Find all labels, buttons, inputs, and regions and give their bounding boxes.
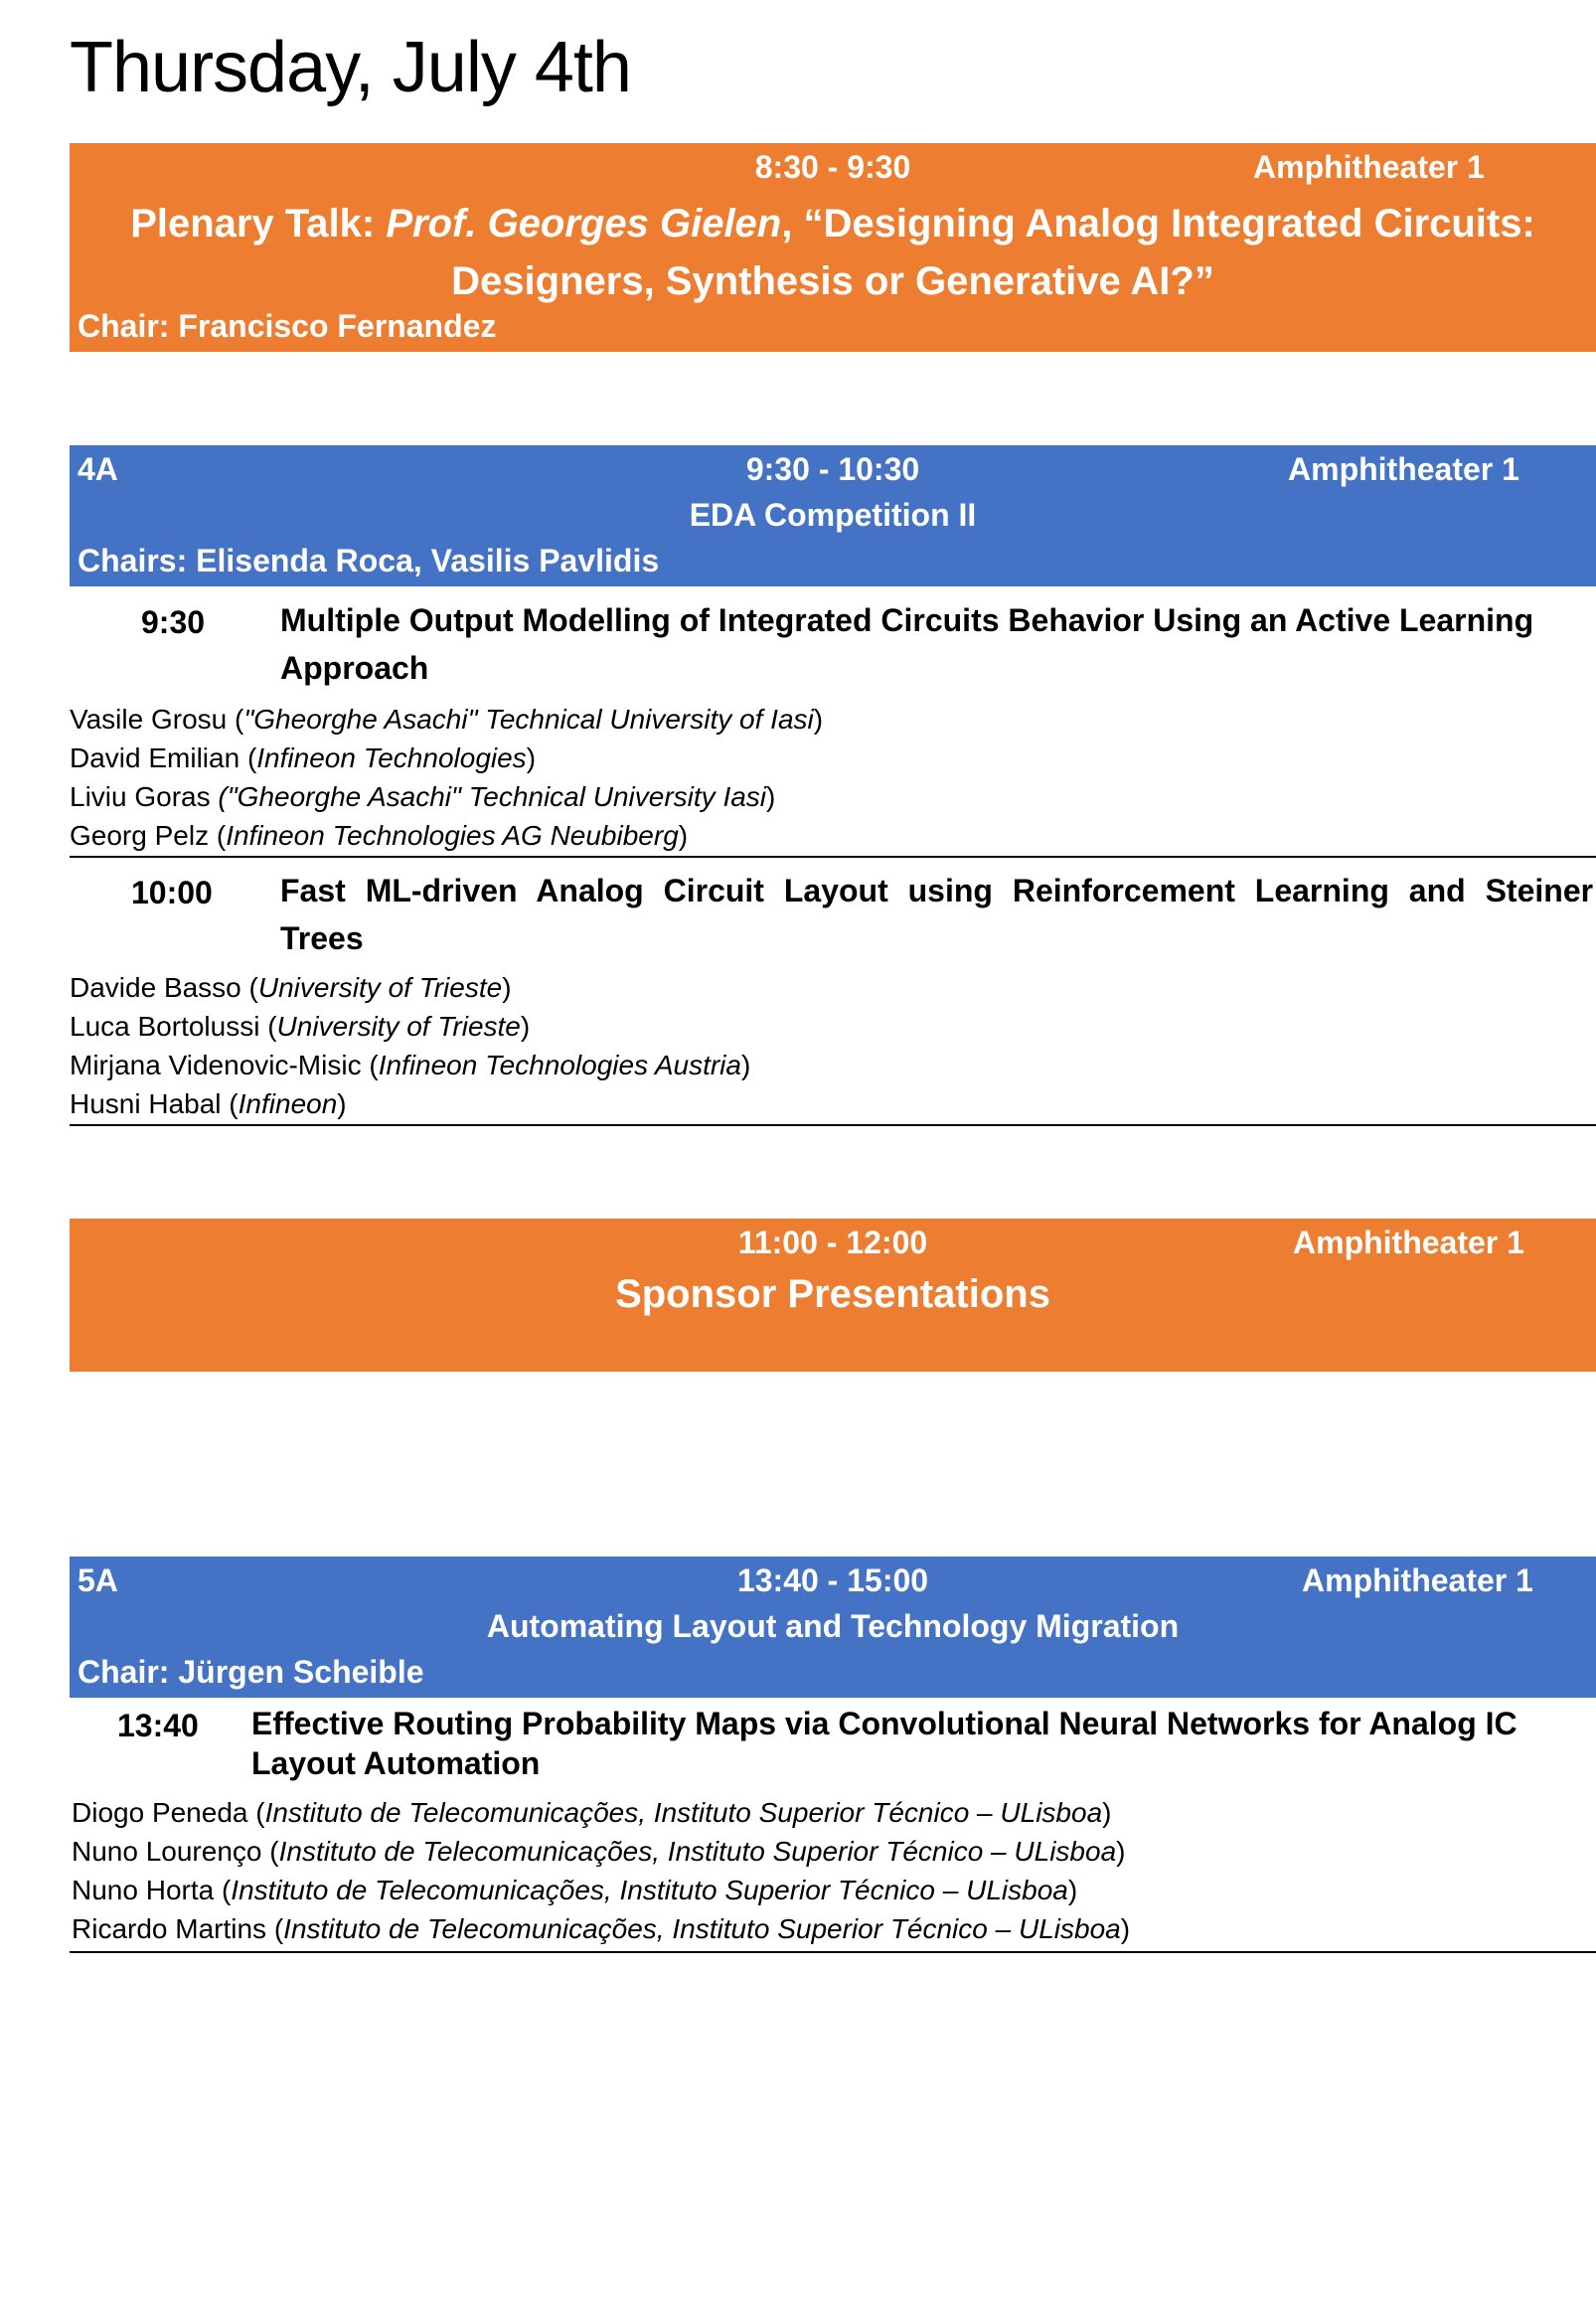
session-5a-code: 5A	[78, 1562, 118, 1598]
paper-entry	[70, 596, 1596, 855]
author-name: Luca Bortolussi	[70, 1011, 260, 1042]
author-list	[72, 1793, 1130, 1948]
session-4a-time: 9:30 - 10:30	[745, 451, 920, 487]
paper-time: 13:40	[117, 1708, 199, 1743]
author-list	[70, 700, 823, 855]
author-affiliation: Infineon Technologies AG Neubiberg	[226, 820, 679, 851]
paper-title-line1: Fast ML-driven Analog Circuit Layout using Reinforcement Learning and Steiner	[280, 873, 1594, 908]
paper-entry	[70, 867, 1596, 1123]
session-4a-band	[70, 445, 1596, 586]
session-5a-time: 13:40 - 15:00	[736, 1562, 929, 1598]
plenary-title-prefix: Plenary Talk:	[130, 202, 387, 246]
author-row: Diogo Peneda (Instituto de Telecomunicações, Instituto Superior Técnico – ULisboa)	[72, 1797, 1112, 1828]
plenary-time: 8:30 - 9:30	[754, 149, 911, 185]
author-name: Mirjana Videnovic-Misic	[70, 1050, 362, 1080]
paper-time: 9:30	[141, 604, 206, 640]
session-4a-room: Amphitheater 1	[1288, 451, 1519, 487]
author-row: Vasile Grosu ("Gheorghe Asachi" Technical University of Iasi)	[70, 704, 824, 735]
sponsor-title: Sponsor Presentations	[615, 1272, 1050, 1316]
author-row: Ricardo Martins (Instituto de Telecomunicações, Instituto Superior Técnico – ULisboa)	[72, 1913, 1131, 1944]
session-5a-band	[70, 1557, 1596, 1698]
plenary-room: Amphitheater 1	[1253, 149, 1485, 185]
plenary-speaker: Prof. Georges Gielen	[386, 202, 782, 246]
author-row: David Emilian (Infineon Technologies)	[70, 742, 537, 773]
author-name: Liviu Goras	[70, 781, 211, 812]
divider	[70, 1951, 1596, 1953]
author-row: Liviu Goras ("Gheorghe Asachi" Technical University Iasi)	[70, 781, 776, 812]
author-name: Vasile Grosu	[70, 704, 228, 735]
paper-title	[251, 1704, 1596, 1783]
session-4a-chair: Chairs: Elisenda Roca, Vasilis Pavlidis	[78, 543, 660, 578]
author-row: Luca Bortolussi (University of Trieste)	[70, 1011, 531, 1042]
author-affiliation: Infineon	[238, 1088, 338, 1119]
plenary-title-line1	[70, 195, 1596, 252]
author-row: Mirjana Videnovic-Misic (Infineon Technologies Austria)	[70, 1050, 751, 1080]
author-row: Husni Habal (Infineon)	[70, 1088, 347, 1119]
plenary-title	[70, 195, 1596, 310]
author-affiliation: Instituto de Telecomunicações, Instituto Superior Técnico – ULisboa	[231, 1875, 1068, 1905]
sponsor-session-band	[70, 1219, 1596, 1372]
paper-title	[280, 596, 1596, 692]
author-row: Georg Pelz (Infineon Technologies AG Neubiberg)	[70, 820, 689, 851]
author-affiliation: "Gheorghe Asachi" Technical University of Iasi	[243, 704, 814, 735]
paper-title	[280, 867, 1596, 962]
author-affiliation: Infineon Technologies	[256, 742, 527, 773]
author-affiliation: Instituto de Telecomunicações, Instituto Superior Técnico – ULisboa	[278, 1836, 1117, 1867]
author-row: Nuno Horta (Instituto de Telecomunicações, Instituto Superior Técnico – ULisboa)	[72, 1875, 1078, 1905]
plenary-chair: Chair: Francisco Fernandez	[78, 308, 497, 344]
author-affiliation: Instituto de Telecomunicações, Instituto Superior Técnico – ULisboa	[264, 1797, 1103, 1828]
author-affiliation: Instituto de Telecomunicações, Instituto Superior Técnico – ULisboa	[283, 1913, 1121, 1944]
session-4a-code: 4A	[78, 451, 118, 487]
author-affiliation: Infineon Technologies Austria	[378, 1050, 741, 1080]
sponsor-time: 11:00 - 12:00	[737, 1225, 928, 1260]
session-5a-room: Amphitheater 1	[1302, 1562, 1533, 1598]
author-name: Georg Pelz	[70, 820, 210, 851]
paper-time: 10:00	[131, 875, 213, 910]
paper-title-line2: Layout Automation	[251, 1745, 541, 1781]
sponsor-room: Amphitheater 1	[1293, 1225, 1524, 1260]
author-name: Ricardo Martins	[72, 1913, 267, 1944]
author-name: Nuno Lourenço	[72, 1836, 262, 1867]
plenary-session-band	[70, 143, 1596, 352]
plenary-title-line2: Designers, Synthesis or Generative AI?”	[451, 259, 1214, 303]
session-5a-chair: Chair: Jürgen Scheible	[78, 1654, 424, 1690]
plenary-title-rest: , “Designing Analog Integrated Circuits:	[781, 202, 1535, 246]
paper-entry	[70, 1702, 1596, 1950]
divider	[70, 1124, 1596, 1126]
divider	[70, 856, 1596, 858]
author-row: Nuno Lourenço (Instituto de Telecomunicações, Instituto Superior Técnico – ULisboa)	[72, 1836, 1126, 1867]
session-5a-title: Automating Layout and Technology Migration	[486, 1608, 1180, 1644]
paper-title-line2: Trees	[280, 920, 364, 956]
author-affiliation: University of Trieste	[257, 972, 503, 1003]
paper-title-line2: Approach	[280, 650, 429, 686]
author-name: David Emilian	[70, 742, 240, 773]
page-title: Thursday, July 4th	[70, 28, 631, 107]
author-name: Husni Habal	[70, 1088, 222, 1119]
author-name: Nuno Horta	[72, 1875, 215, 1905]
author-name: Davide Basso	[70, 972, 241, 1003]
author-affiliation: University of Trieste	[276, 1011, 521, 1042]
author-list	[70, 968, 750, 1123]
paper-title-line1: Effective Routing Probability Maps via Convolutional Neural Networks for Analog IC	[251, 1706, 1517, 1741]
session-4a-title: EDA Competition II	[689, 497, 977, 533]
paper-title-line1: Multiple Output Modelling of Integrated Circuits Behavior Using an Active Learning	[280, 602, 1534, 638]
author-name: Diogo Peneda	[72, 1797, 248, 1828]
author-affiliation: ("Gheorghe Asachi" Technical University Iasi	[218, 781, 767, 812]
author-row: Davide Basso (University of Trieste)	[70, 972, 512, 1003]
